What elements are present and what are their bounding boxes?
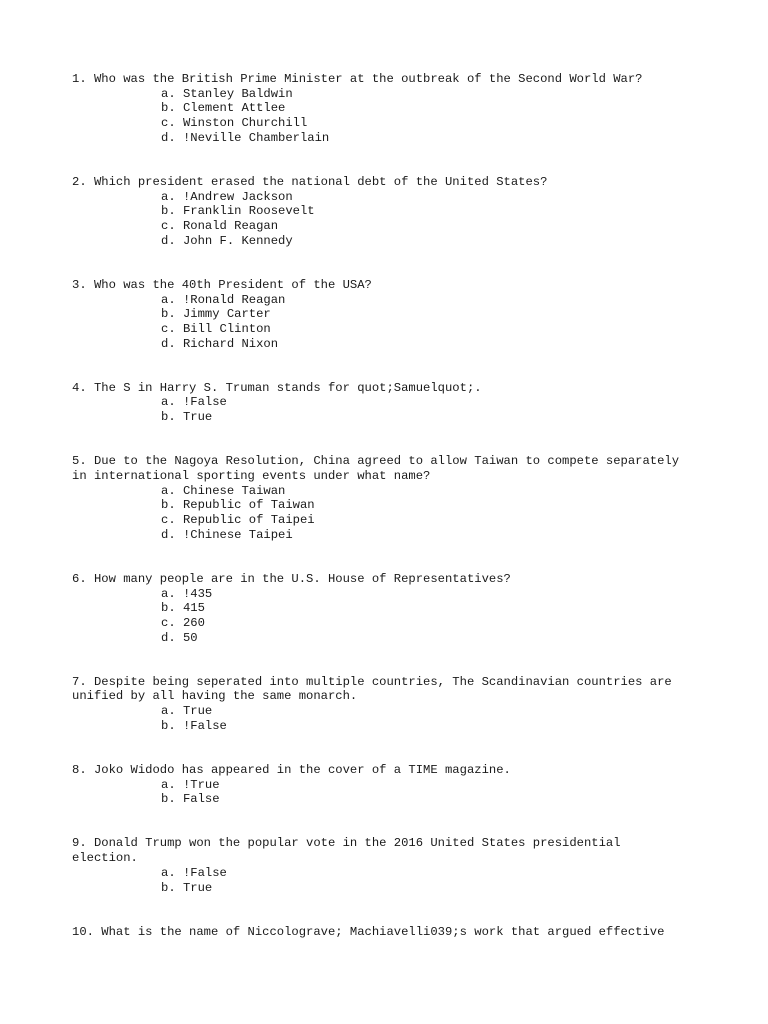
option-c: c. 260 (161, 615, 205, 630)
option-c: c. Bill Clinton (161, 321, 271, 336)
option-c: c. Ronald Reagan (161, 219, 279, 234)
question-8 (72, 763, 712, 807)
question-text: 4. The S in Harry S. Truman stands for quot;Samuelquot;. (72, 380, 482, 395)
option-d: d. !Neville Chamberlain (161, 130, 330, 145)
option-d: d. John F. Kennedy (161, 233, 293, 248)
option-list (72, 190, 712, 249)
question-text: 8. Joko Widodo has appeared in the cover of a TIME magazine. (72, 762, 511, 777)
option-b: b. Franklin Roosevelt (161, 204, 315, 219)
question-10 (72, 925, 712, 940)
question-text: 1. Who was the British Prime Minister at the outbreak of the Second World War? (72, 72, 643, 86)
option-a: a. !False (161, 865, 227, 880)
question-9 (72, 836, 712, 895)
question-6 (72, 572, 712, 646)
option-a: a. !Ronald Reagan (161, 292, 286, 307)
option-c: c. Winston Churchill (161, 116, 308, 131)
option-b: b. Clement Attlee (161, 101, 286, 116)
option-list (72, 293, 712, 352)
quiz-document (72, 72, 712, 969)
option-list (72, 484, 712, 543)
question-text: 7. Despite being seperated into multiple countries, The Scandinavian countries are unified by all having the same monarch. (72, 674, 672, 704)
question-3 (72, 278, 712, 352)
option-b: b. True (161, 410, 213, 425)
option-a: a. !False (161, 395, 227, 410)
option-a: a. !Andrew Jackson (161, 189, 293, 204)
option-d: d. !Chinese Taipei (161, 527, 293, 542)
option-a: a. !True (161, 777, 220, 792)
option-list (72, 704, 712, 733)
option-b: b. 415 (161, 601, 205, 616)
option-list (72, 87, 712, 146)
option-b: b. Republic of Taiwan (161, 498, 315, 513)
option-b: b. True (161, 880, 213, 895)
question-text: 3. Who was the 40th President of the USA? (72, 277, 372, 292)
option-a: a. Stanley Baldwin (161, 86, 293, 101)
question-text: 6. How many people are in the U.S. House of Representatives? (72, 571, 511, 586)
question-1 (72, 72, 712, 146)
question-text: 9. Donald Trump won the popular vote in the 2016 United States presidential election. (72, 836, 621, 866)
option-a: a. True (161, 704, 213, 719)
option-d: d. Richard Nixon (161, 336, 279, 351)
question-7 (72, 675, 712, 734)
option-list (72, 395, 712, 424)
option-a: a. !435 (161, 586, 213, 601)
question-text: 5. Due to the Nagoya Resolution, China agreed to allow Taiwan to compete separately in international sporting events under what name? (72, 454, 680, 483)
question-text: 2. Which president erased the national debt of the United States? (72, 174, 548, 189)
option-list (72, 587, 712, 646)
option-a: a. Chinese Taiwan (161, 483, 286, 498)
question-2 (72, 175, 712, 249)
option-b: b. !False (161, 718, 227, 733)
option-c: c. Republic of Taipei (161, 513, 315, 528)
question-4 (72, 381, 712, 425)
option-list (72, 866, 712, 895)
option-list (72, 778, 712, 807)
question-text: 10. What is the name of Niccolograve; Machiavelli039;s work that argued effective (72, 924, 665, 939)
question-5 (72, 454, 712, 542)
option-d: d. 50 (161, 630, 198, 645)
option-b: b. Jimmy Carter (161, 307, 271, 322)
option-b: b. False (161, 792, 220, 807)
